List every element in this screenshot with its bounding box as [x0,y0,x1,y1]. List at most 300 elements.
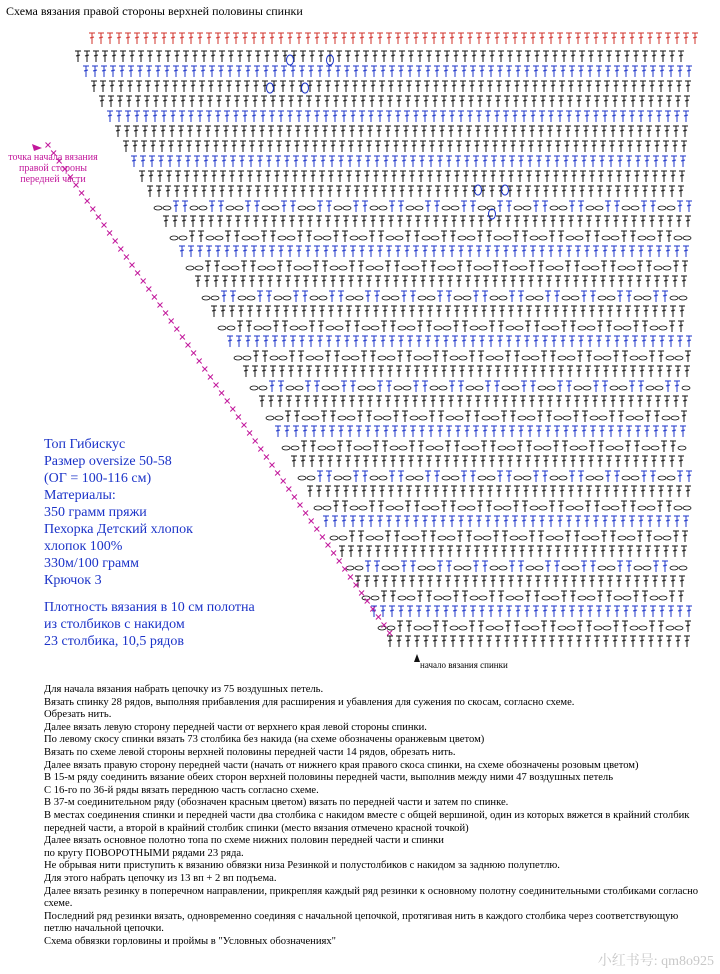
double-crochet-icon [144,96,150,107]
double-crochet-icon [489,591,495,602]
double-crochet-icon [401,291,407,302]
double-crochet-icon [649,81,655,92]
double-crochet-icon [247,306,253,317]
chain-loop-icon [519,266,527,270]
double-crochet-icon [244,216,250,227]
double-crochet-icon [605,471,611,482]
double-crochet-icon [648,636,654,647]
double-crochet-icon [261,366,267,377]
chain-loop-icon [647,506,655,510]
double-crochet-icon [366,411,372,422]
double-crochet-icon [494,381,500,392]
cross-stitch-icon [314,527,319,532]
double-crochet-icon [208,81,214,92]
double-crochet-icon [577,621,583,632]
chain-loop-icon [558,626,566,630]
double-crochet-icon [355,306,361,317]
chain-loop-icon [594,356,602,360]
double-crochet-icon [350,33,356,44]
double-crochet-icon [183,186,189,197]
double-crochet-icon [358,126,364,137]
chain-loop-icon [643,296,651,300]
double-crochet-icon [658,621,664,632]
double-crochet-icon [352,216,358,227]
chain-loop-icon [507,446,515,450]
double-crochet-icon [496,81,502,92]
chain-loop-icon [431,236,439,240]
double-crochet-icon [532,81,538,92]
double-crochet-icon [566,516,572,527]
diagram-title: Схема вязания правой стороны верхней половины спинки [6,4,303,18]
double-crochet-icon [478,621,484,632]
double-crochet-icon [365,426,371,437]
double-crochet-icon [310,441,316,452]
chain-loop-icon [614,596,622,600]
double-crochet-icon [641,471,647,482]
double-crochet-icon [539,111,545,122]
double-crochet-icon [397,81,403,92]
double-crochet-icon [545,291,551,302]
double-crochet-icon [298,216,304,227]
double-crochet-icon [329,426,335,437]
double-crochet-icon [441,231,447,242]
double-crochet-icon [302,426,308,437]
chain-loop-icon [490,296,498,300]
double-crochet-icon [534,186,540,197]
double-crochet-icon [501,141,507,152]
double-crochet-icon [165,186,171,197]
double-crochet-icon [649,486,655,497]
double-crochet-icon [541,216,547,227]
chain-loop-icon [459,356,467,360]
double-crochet-icon [254,336,260,347]
double-crochet-icon [508,171,514,182]
double-crochet-icon [403,126,409,137]
double-crochet-icon [267,141,273,152]
double-crochet-icon [557,111,563,122]
double-crochet-icon [373,306,379,317]
double-crochet-icon [146,66,152,77]
double-crochet-icon [653,291,659,302]
chain-loop-icon [415,476,423,480]
double-crochet-icon [561,186,567,197]
double-crochet-icon [557,246,563,257]
double-crochet-icon [492,276,498,287]
chain-loop-icon [674,236,682,240]
double-crochet-icon [676,81,682,92]
double-crochet-icon [427,306,433,317]
double-crochet-icon [201,186,207,197]
chain-loop-icon [663,536,671,540]
double-crochet-icon [303,276,309,287]
double-crochet-icon [387,366,393,377]
info-line: 350 грамм пряжи [44,505,147,520]
double-crochet-icon [341,381,347,392]
double-crochet-icon [447,546,453,557]
double-crochet-icon [390,321,396,332]
double-crochet-icon [486,366,492,377]
double-crochet-icon [624,51,630,62]
chain-loop-icon [379,476,387,480]
double-crochet-icon [381,51,387,62]
double-crochet-icon [205,126,211,137]
double-crochet-icon [658,486,664,497]
double-crochet-icon [530,246,536,257]
double-crochet-icon [186,141,192,152]
double-crochet-icon [335,66,341,77]
double-crochet-icon [243,96,249,107]
info-line: Крючок 3 [44,573,102,588]
chain-loop-icon [459,626,467,630]
double-crochet-icon [620,246,626,257]
chain-loop-icon [279,356,287,360]
double-crochet-icon [343,216,349,227]
double-crochet-icon [478,81,484,92]
chain-loop-icon [510,266,518,270]
double-crochet-icon [596,606,602,617]
double-crochet-icon [369,366,375,377]
double-crochet-icon [297,231,303,242]
double-crochet-icon [418,306,424,317]
chain-loop-icon [446,416,454,420]
double-crochet-icon [314,381,320,392]
double-crochet-icon [361,81,367,92]
double-crochet-icon [275,156,281,167]
double-crochet-icon [167,156,173,167]
double-crochet-icon [197,246,203,257]
chain-loop-icon [375,536,383,540]
double-crochet-icon [359,111,365,122]
double-crochet-icon [586,216,592,227]
chain-loop-icon [234,356,242,360]
double-crochet-icon [651,51,657,62]
puff-stitch-icon [287,55,294,65]
double-crochet-icon [657,501,663,512]
double-crochet-icon [245,201,251,212]
chain-loop-icon [303,266,311,270]
chain-loop-icon [330,536,338,540]
double-crochet-icon [235,81,241,92]
double-crochet-icon [179,33,185,44]
double-crochet-icon [170,111,176,122]
double-crochet-icon [640,486,646,497]
double-crochet-icon [426,456,432,467]
double-crochet-icon [385,261,391,272]
double-crochet-icon [625,306,631,317]
double-crochet-icon [478,216,484,227]
double-crochet-icon [662,291,668,302]
chain-loop-icon [222,266,230,270]
double-crochet-icon [363,186,369,197]
double-crochet-icon [174,51,180,62]
double-crochet-icon [577,351,583,362]
cross-stitch-icon [382,623,387,628]
double-crochet-icon [140,156,146,167]
double-crochet-icon [476,111,482,122]
double-crochet-icon [179,246,185,257]
double-crochet-icon [194,156,200,167]
double-crochet-icon [102,51,108,62]
double-crochet-icon [150,141,156,152]
double-crochet-icon [402,546,408,557]
double-crochet-icon [383,156,389,167]
double-crochet-icon [631,81,637,92]
chain-loop-icon [454,566,462,570]
double-crochet-icon [534,456,540,467]
double-crochet-icon [617,561,623,572]
double-crochet-icon [531,96,537,107]
double-crochet-icon [325,216,331,227]
double-crochet-icon [513,231,519,242]
chain-loop-icon [655,386,663,390]
double-crochet-icon [174,186,180,197]
double-crochet-icon [279,366,285,377]
double-crochet-icon [592,396,598,407]
double-crochet-icon [326,201,332,212]
double-crochet-icon [351,366,357,377]
instruction-line: Схема обвязки горловины и проймы в "Условных обозначениях" [44,935,336,947]
double-crochet-icon [637,261,643,272]
double-crochet-icon [642,51,648,62]
double-crochet-icon [497,606,503,617]
double-crochet-icon [276,276,282,287]
double-crochet-icon [258,276,264,287]
double-crochet-icon [344,336,350,347]
double-crochet-icon [111,51,117,62]
double-crochet-icon [656,246,662,257]
double-crochet-icon [391,306,397,317]
double-crochet-icon [570,51,576,62]
double-crochet-icon [570,456,576,467]
double-crochet-icon [561,591,567,602]
double-crochet-icon [550,81,556,92]
double-crochet-icon [516,51,522,62]
double-crochet-icon [334,351,340,362]
double-crochet-icon [618,546,624,557]
double-crochet-icon [552,51,558,62]
double-crochet-icon [110,66,116,77]
double-crochet-icon [463,171,469,182]
chain-loop-icon [399,446,407,450]
double-crochet-icon [494,516,500,527]
double-crochet-icon [513,501,519,512]
double-crochet-icon [256,306,262,317]
double-crochet-icon [581,291,587,302]
cross-stitch-icon [270,463,275,468]
double-crochet-icon [665,111,671,122]
chain-loop-icon [530,506,538,510]
double-crochet-icon [486,636,492,647]
chain-loop-icon [326,326,334,330]
double-crochet-icon [533,201,539,212]
double-crochet-icon [234,231,240,242]
double-crochet-icon [555,141,561,152]
double-crochet-icon [530,516,536,527]
double-crochet-icon [499,306,505,317]
chain-loop-icon [394,386,402,390]
double-crochet-icon [228,51,234,62]
double-crochet-icon [318,186,324,197]
double-crochet-icon [669,51,675,62]
double-crochet-icon [252,96,258,107]
double-crochet-icon [281,201,287,212]
double-crochet-icon [495,366,501,377]
double-crochet-icon [558,366,564,377]
double-crochet-icon [291,51,297,62]
double-crochet-icon [349,261,355,272]
double-crochet-icon [224,111,230,122]
double-crochet-icon [406,486,412,497]
chain-loop-icon [335,326,343,330]
double-crochet-icon [442,351,448,362]
double-crochet-icon [499,171,505,182]
double-crochet-icon [260,246,266,257]
double-crochet-icon [410,426,416,437]
double-crochet-icon [390,591,396,602]
chain-loop-icon [235,206,243,210]
chain-loop-icon [583,386,591,390]
double-crochet-icon [320,156,326,167]
chain-loop-icon [395,506,403,510]
double-crochet-icon [285,276,291,287]
double-crochet-icon [660,186,666,197]
double-crochet-icon [134,33,140,44]
double-crochet-icon [400,171,406,182]
double-crochet-icon [505,351,511,362]
double-crochet-icon [521,246,527,257]
chain-loop-icon [650,596,658,600]
double-crochet-icon [664,396,670,407]
double-crochet-icon [323,33,329,44]
double-crochet-icon [686,201,692,212]
chain-loop-icon [626,416,634,420]
double-crochet-icon [551,606,557,617]
cross-stitch-icon [107,231,112,236]
double-crochet-icon [597,591,603,602]
cross-stitch-icon [163,311,168,316]
chain-loop-icon [511,386,519,390]
double-crochet-icon [428,156,434,167]
double-crochet-icon [671,426,677,437]
double-crochet-icon [190,81,196,92]
double-crochet-icon [119,66,125,77]
double-crochet-icon [306,366,312,377]
double-crochet-icon [569,471,575,482]
double-crochet-icon [678,591,684,602]
double-crochet-icon [351,96,357,107]
double-crochet-icon [322,261,328,272]
double-crochet-icon [408,51,414,62]
chain-loop-icon [351,356,359,360]
double-crochet-icon [575,246,581,257]
chain-loop-icon [386,236,394,240]
double-crochet-icon [171,96,177,107]
double-crochet-icon [108,96,114,107]
double-crochet-icon [335,336,341,347]
double-crochet-icon [473,156,479,167]
double-crochet-icon [641,336,647,347]
double-crochet-icon [519,546,525,557]
double-crochet-icon [573,546,579,557]
double-crochet-icon [670,171,676,182]
double-crochet-icon [642,321,648,332]
cross-stitch-icon [359,591,364,596]
double-crochet-icon [425,471,431,482]
double-crochet-icon [366,141,372,152]
double-crochet-icon [382,306,388,317]
chain-loop-icon [582,266,590,270]
chain-loop-icon [231,266,239,270]
double-crochet-icon [646,261,652,272]
double-crochet-icon [511,396,517,407]
double-crochet-icon [303,141,309,152]
double-crochet-icon [637,531,643,542]
pattern-info [44,436,255,650]
double-crochet-icon [336,456,342,467]
double-crochet-icon [554,291,560,302]
double-crochet-icon [580,171,586,182]
double-crochet-icon [580,306,586,317]
double-crochet-icon [181,216,187,227]
double-crochet-icon [627,141,633,152]
double-crochet-icon [420,546,426,557]
double-crochet-icon [627,546,633,557]
chain-loop-icon [618,266,626,270]
double-crochet-icon [623,66,629,77]
double-crochet-icon [377,516,383,527]
double-crochet-icon [583,126,589,137]
double-crochet-icon [545,561,551,572]
double-crochet-icon [468,96,474,107]
double-crochet-icon [356,156,362,167]
double-crochet-icon [513,96,519,107]
double-crochet-icon [445,306,451,317]
double-crochet-icon [558,636,564,647]
double-crochet-icon [647,246,653,257]
double-crochet-icon [685,81,691,92]
double-crochet-icon [578,66,584,77]
double-crochet-icon [655,126,661,137]
double-crochet-icon [445,441,451,452]
double-crochet-icon [488,66,494,77]
double-crochet-icon [503,33,509,44]
double-crochet-icon [256,171,262,182]
double-crochet-icon [294,141,300,152]
double-crochet-icon [413,381,419,392]
double-crochet-icon [642,456,648,467]
double-crochet-icon [259,396,265,407]
double-crochet-icon [357,411,363,422]
double-crochet-icon [553,441,559,452]
double-crochet-icon [432,636,438,647]
double-crochet-icon [526,576,532,587]
double-crochet-icon [491,426,497,437]
double-crochet-icon [669,321,675,332]
chain-loop-icon [430,386,438,390]
double-crochet-icon [528,276,534,287]
double-crochet-icon [626,561,632,572]
chain-loop-icon [679,296,687,300]
double-crochet-icon [160,126,166,137]
double-crochet-icon [283,171,289,182]
double-crochet-icon [464,156,470,167]
double-crochet-icon [441,366,447,377]
chain-loop-icon [539,506,547,510]
double-crochet-icon [338,426,344,437]
double-crochet-icon [355,171,361,182]
double-crochet-icon [531,366,537,377]
double-crochet-icon [124,126,130,137]
